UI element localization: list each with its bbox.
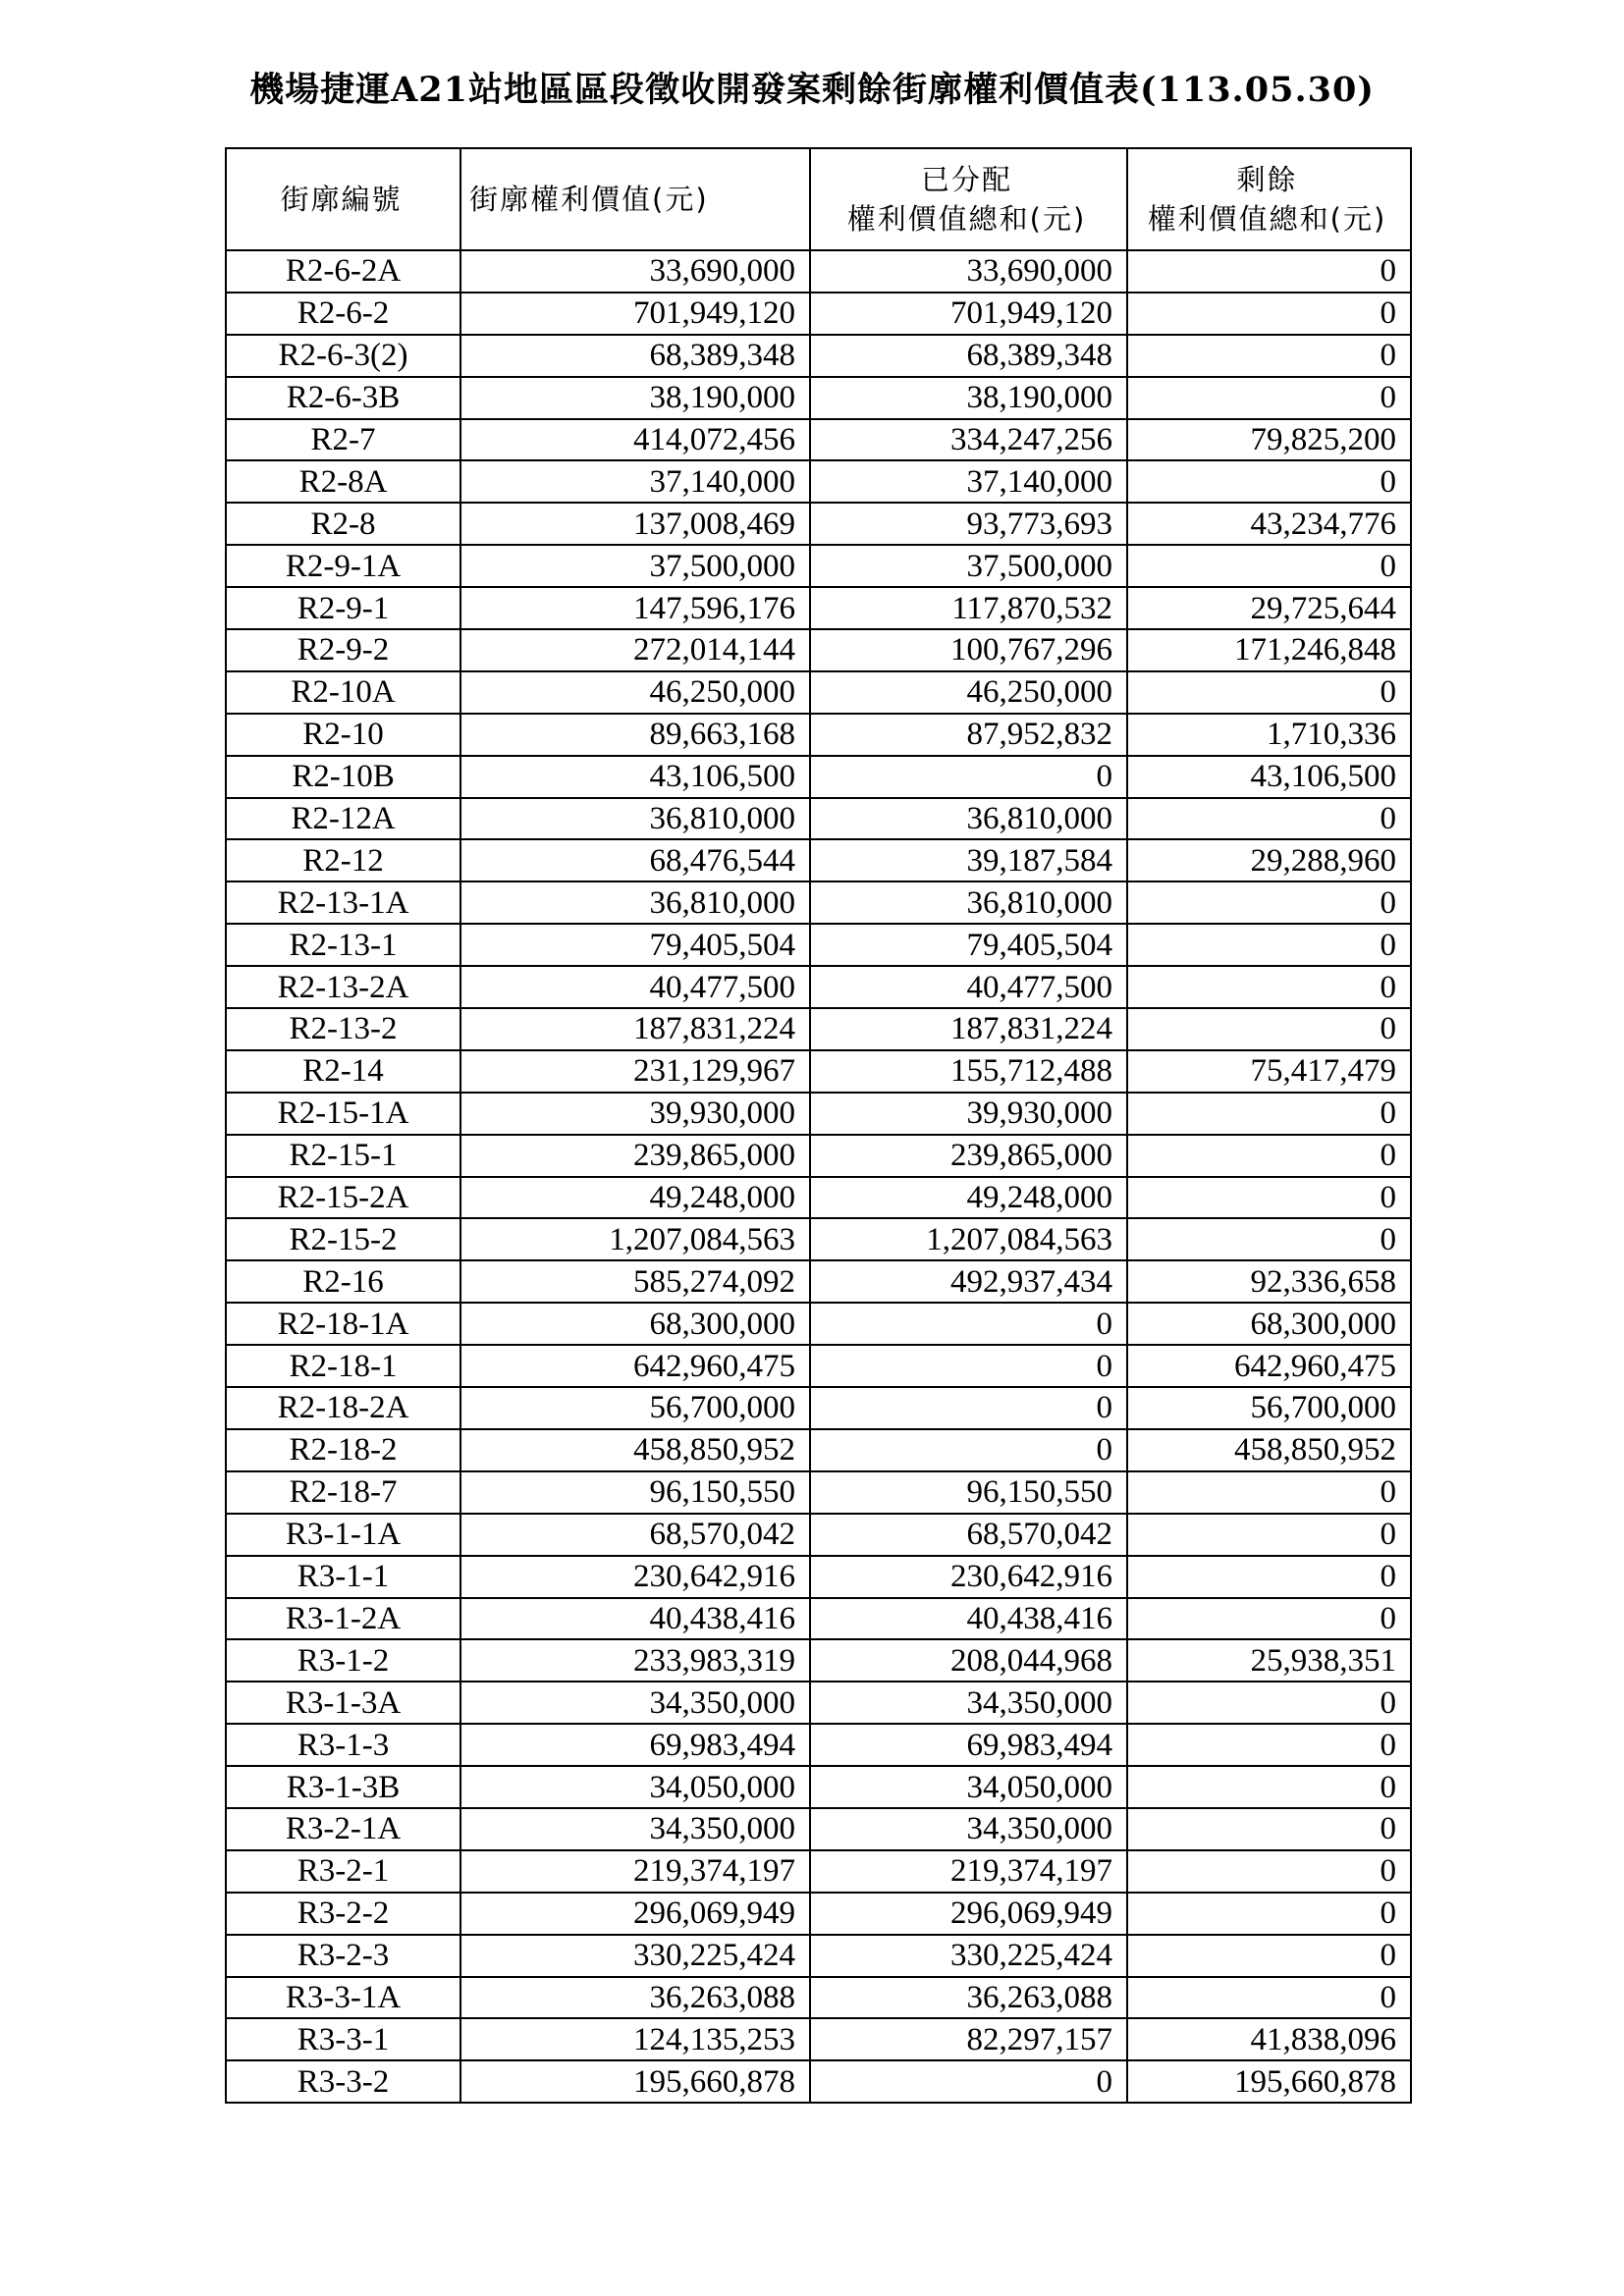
table-row (226, 250, 1411, 293)
table-header-row (226, 148, 1411, 250)
table-row (226, 503, 1411, 545)
table-row (226, 1724, 1411, 1766)
cell-allocated-total: 39,930,000 (810, 1093, 1127, 1135)
cell-allocated-total: 0 (810, 1303, 1127, 1345)
table-row (226, 1135, 1411, 1177)
cell-block-number: R2-13-2A (226, 966, 460, 1008)
cell-block-value: 34,350,000 (460, 1808, 810, 1850)
cell-block-value: 46,250,000 (460, 671, 810, 714)
table-row (226, 798, 1411, 840)
cell-block-value: 137,008,469 (460, 503, 810, 545)
cell-allocated-total: 492,937,434 (810, 1260, 1127, 1303)
cell-remaining-total: 56,700,000 (1127, 1387, 1411, 1429)
cell-block-value: 34,350,000 (460, 1682, 810, 1724)
cell-block-number: R3-1-3 (226, 1724, 460, 1766)
table-row (226, 839, 1411, 881)
table-row (226, 1303, 1411, 1345)
cell-allocated-total: 230,642,916 (810, 1556, 1127, 1598)
cell-allocated-total: 0 (810, 1387, 1127, 1429)
cell-block-number: R2-18-1A (226, 1303, 460, 1345)
cell-allocated-total: 239,865,000 (810, 1135, 1127, 1177)
cell-block-number: R2-8A (226, 460, 460, 503)
table-row (226, 1050, 1411, 1093)
table-row (226, 460, 1411, 503)
cell-block-number: R3-2-1 (226, 1850, 460, 1893)
cell-remaining-total: 79,825,200 (1127, 419, 1411, 461)
cell-block-number: R3-2-1A (226, 1808, 460, 1850)
cell-remaining-total: 41,838,096 (1127, 2018, 1411, 2060)
table-row (226, 1556, 1411, 1598)
cell-block-value: 69,983,494 (460, 1724, 810, 1766)
cell-allocated-total: 0 (810, 1345, 1127, 1387)
table-row (226, 1598, 1411, 1640)
header-remaining-line1: 剩餘 (1236, 163, 1298, 196)
header-remaining-line2: 權利價值總和(元) (1147, 202, 1387, 236)
cell-allocated-total: 38,190,000 (810, 377, 1127, 419)
cell-block-number: R3-2-3 (226, 1935, 460, 1977)
cell-block-number: R2-15-1A (226, 1093, 460, 1135)
cell-remaining-total: 29,288,960 (1127, 839, 1411, 881)
cell-block-value: 296,069,949 (460, 1893, 810, 1935)
cell-block-value: 147,596,176 (460, 587, 810, 629)
cell-allocated-total: 93,773,693 (810, 503, 1127, 545)
cell-block-number: R2-18-1 (226, 1345, 460, 1387)
header-block-value: 街廓權利價值(元) (460, 148, 810, 250)
table-row (226, 756, 1411, 798)
cell-remaining-total: 43,234,776 (1127, 503, 1411, 545)
cell-block-value: 40,438,416 (460, 1598, 810, 1640)
cell-remaining-total: 0 (1127, 1514, 1411, 1556)
cell-block-value: 40,477,500 (460, 966, 810, 1008)
cell-block-value: 36,263,088 (460, 1977, 810, 2019)
cell-allocated-total: 100,767,296 (810, 629, 1127, 671)
table-row (226, 1429, 1411, 1471)
cell-block-number: R2-13-1A (226, 881, 460, 924)
cell-block-number: R2-6-3(2) (226, 335, 460, 377)
cell-remaining-total: 0 (1127, 671, 1411, 714)
table-row (226, 1766, 1411, 1808)
cell-remaining-total: 75,417,479 (1127, 1050, 1411, 1093)
cell-block-number: R2-6-2 (226, 293, 460, 335)
table-row (226, 1260, 1411, 1303)
cell-allocated-total: 34,350,000 (810, 1808, 1127, 1850)
table-row (226, 924, 1411, 966)
cell-block-number: R3-1-1A (226, 1514, 460, 1556)
cell-block-value: 187,831,224 (460, 1008, 810, 1050)
cell-remaining-total: 0 (1127, 1682, 1411, 1724)
cell-block-number: R2-15-2 (226, 1218, 460, 1260)
table-row (226, 1387, 1411, 1429)
cell-remaining-total: 0 (1127, 881, 1411, 924)
table-row (226, 2018, 1411, 2060)
cell-block-value: 68,300,000 (460, 1303, 810, 1345)
header-allocated-line2: 權利價值總和(元) (846, 202, 1087, 236)
table-row (226, 1008, 1411, 1050)
cell-allocated-total: 36,263,088 (810, 1977, 1127, 2019)
cell-allocated-total: 330,225,424 (810, 1935, 1127, 1977)
cell-block-value: 37,500,000 (460, 545, 810, 587)
cell-block-value: 68,476,544 (460, 839, 810, 881)
cell-block-number: R2-15-1 (226, 1135, 460, 1177)
cell-block-value: 56,700,000 (460, 1387, 810, 1429)
cell-remaining-total: 0 (1127, 798, 1411, 840)
cell-remaining-total: 0 (1127, 1218, 1411, 1260)
cell-remaining-total: 0 (1127, 1093, 1411, 1135)
cell-block-value: 272,014,144 (460, 629, 810, 671)
rights-value-table (225, 147, 1412, 2104)
cell-block-number: R2-10A (226, 671, 460, 714)
cell-remaining-total: 0 (1127, 924, 1411, 966)
cell-remaining-total: 1,710,336 (1127, 714, 1411, 756)
cell-remaining-total: 195,660,878 (1127, 2060, 1411, 2103)
cell-remaining-total: 0 (1127, 1977, 1411, 2019)
cell-block-number: R2-18-2 (226, 1429, 460, 1471)
cell-allocated-total: 296,069,949 (810, 1893, 1127, 1935)
cell-block-value: 124,135,253 (460, 2018, 810, 2060)
table-row (226, 419, 1411, 461)
cell-allocated-total: 34,050,000 (810, 1766, 1127, 1808)
table-row (226, 1935, 1411, 1977)
cell-allocated-total: 0 (810, 1429, 1127, 1471)
cell-block-number: R3-1-1 (226, 1556, 460, 1598)
cell-block-number: R2-10B (226, 756, 460, 798)
table-row (226, 293, 1411, 335)
cell-remaining-total: 0 (1127, 377, 1411, 419)
table-row (226, 1808, 1411, 1850)
cell-allocated-total: 0 (810, 756, 1127, 798)
cell-allocated-total: 1,207,084,563 (810, 1218, 1127, 1260)
header-allocated-line1: 已分配 (920, 163, 1012, 196)
cell-remaining-total: 0 (1127, 1850, 1411, 1893)
cell-block-value: 585,274,092 (460, 1260, 810, 1303)
cell-remaining-total: 0 (1127, 460, 1411, 503)
cell-block-value: 195,660,878 (460, 2060, 810, 2103)
cell-block-value: 38,190,000 (460, 377, 810, 419)
table-row (226, 545, 1411, 587)
cell-block-number: R2-9-1 (226, 587, 460, 629)
cell-remaining-total: 43,106,500 (1127, 756, 1411, 798)
cell-block-number: R2-14 (226, 1050, 460, 1093)
cell-block-value: 34,050,000 (460, 1766, 810, 1808)
cell-allocated-total: 37,500,000 (810, 545, 1127, 587)
cell-block-number: R2-13-1 (226, 924, 460, 966)
cell-allocated-total: 87,952,832 (810, 714, 1127, 756)
cell-block-value: 49,248,000 (460, 1177, 810, 1219)
cell-block-number: R3-2-2 (226, 1893, 460, 1935)
cell-remaining-total: 0 (1127, 293, 1411, 335)
cell-block-number: R2-8 (226, 503, 460, 545)
cell-block-value: 43,106,500 (460, 756, 810, 798)
table-row (226, 587, 1411, 629)
cell-block-number: R2-6-2A (226, 250, 460, 293)
cell-allocated-total: 68,389,348 (810, 335, 1127, 377)
cell-block-number: R2-16 (226, 1260, 460, 1303)
cell-allocated-total: 82,297,157 (810, 2018, 1127, 2060)
cell-remaining-total: 0 (1127, 966, 1411, 1008)
cell-allocated-total: 79,405,504 (810, 924, 1127, 966)
cell-block-number: R2-9-1A (226, 545, 460, 587)
cell-block-number: R2-12 (226, 839, 460, 881)
cell-remaining-total: 0 (1127, 1935, 1411, 1977)
cell-remaining-total: 0 (1127, 1724, 1411, 1766)
cell-block-value: 36,810,000 (460, 881, 810, 924)
cell-remaining-total: 171,246,848 (1127, 629, 1411, 671)
cell-remaining-total: 0 (1127, 250, 1411, 293)
table-row (226, 335, 1411, 377)
table-row (226, 2060, 1411, 2103)
cell-block-value: 642,960,475 (460, 1345, 810, 1387)
cell-allocated-total: 334,247,256 (810, 419, 1127, 461)
cell-block-value: 36,810,000 (460, 798, 810, 840)
cell-block-value: 414,072,456 (460, 419, 810, 461)
cell-block-value: 330,225,424 (460, 1935, 810, 1977)
table-row (226, 1850, 1411, 1893)
cell-allocated-total: 117,870,532 (810, 587, 1127, 629)
cell-allocated-total: 187,831,224 (810, 1008, 1127, 1050)
cell-block-number: R2-15-2A (226, 1177, 460, 1219)
cell-block-value: 33,690,000 (460, 250, 810, 293)
cell-allocated-total: 33,690,000 (810, 250, 1127, 293)
cell-allocated-total: 219,374,197 (810, 1850, 1127, 1893)
cell-allocated-total: 40,477,500 (810, 966, 1127, 1008)
cell-block-number: R2-7 (226, 419, 460, 461)
cell-block-value: 68,389,348 (460, 335, 810, 377)
cell-remaining-total: 0 (1127, 1893, 1411, 1935)
cell-block-value: 37,140,000 (460, 460, 810, 503)
cell-remaining-total: 29,725,644 (1127, 587, 1411, 629)
cell-block-number: R2-10 (226, 714, 460, 756)
table-row (226, 377, 1411, 419)
cell-block-value: 458,850,952 (460, 1429, 810, 1471)
cell-remaining-total: 0 (1127, 1008, 1411, 1050)
cell-block-number: R2-18-2A (226, 1387, 460, 1429)
cell-allocated-total: 69,983,494 (810, 1724, 1127, 1766)
cell-remaining-total: 68,300,000 (1127, 1303, 1411, 1345)
cell-block-number: R3-3-1 (226, 2018, 460, 2060)
table-row (226, 671, 1411, 714)
table-row (226, 1471, 1411, 1514)
table-row (226, 1639, 1411, 1682)
cell-remaining-total: 0 (1127, 335, 1411, 377)
table-row (226, 1893, 1411, 1935)
cell-allocated-total: 96,150,550 (810, 1471, 1127, 1514)
cell-remaining-total: 0 (1127, 545, 1411, 587)
cell-remaining-total: 0 (1127, 1808, 1411, 1850)
cell-block-value: 231,129,967 (460, 1050, 810, 1093)
cell-block-value: 79,405,504 (460, 924, 810, 966)
cell-allocated-total: 46,250,000 (810, 671, 1127, 714)
table-row (226, 1093, 1411, 1135)
cell-block-number: R3-1-3A (226, 1682, 460, 1724)
cell-block-value: 39,930,000 (460, 1093, 810, 1135)
table-row (226, 1977, 1411, 2019)
cell-block-number: R2-13-2 (226, 1008, 460, 1050)
cell-remaining-total: 0 (1127, 1135, 1411, 1177)
cell-remaining-total: 0 (1127, 1556, 1411, 1598)
table-row (226, 1177, 1411, 1219)
table-body (226, 250, 1411, 2103)
cell-allocated-total: 68,570,042 (810, 1514, 1127, 1556)
cell-block-value: 219,374,197 (460, 1850, 810, 1893)
header-allocated-total (810, 148, 1127, 250)
cell-block-value: 89,663,168 (460, 714, 810, 756)
cell-allocated-total: 39,187,584 (810, 839, 1127, 881)
cell-remaining-total: 0 (1127, 1471, 1411, 1514)
cell-block-value: 701,949,120 (460, 293, 810, 335)
cell-remaining-total: 642,960,475 (1127, 1345, 1411, 1387)
cell-allocated-total: 36,810,000 (810, 798, 1127, 840)
cell-block-value: 96,150,550 (460, 1471, 810, 1514)
cell-block-number: R3-1-2 (226, 1639, 460, 1682)
cell-remaining-total: 0 (1127, 1766, 1411, 1808)
cell-remaining-total: 0 (1127, 1598, 1411, 1640)
cell-block-number: R2-6-3B (226, 377, 460, 419)
table-row (226, 1345, 1411, 1387)
cell-block-value: 230,642,916 (460, 1556, 810, 1598)
cell-allocated-total: 49,248,000 (810, 1177, 1127, 1219)
cell-block-value: 68,570,042 (460, 1514, 810, 1556)
cell-allocated-total: 0 (810, 2060, 1127, 2103)
cell-allocated-total: 155,712,488 (810, 1050, 1127, 1093)
cell-allocated-total: 701,949,120 (810, 293, 1127, 335)
cell-block-value: 1,207,084,563 (460, 1218, 810, 1260)
header-remaining-total (1127, 148, 1411, 250)
header-block-number: 街廓編號 (226, 148, 460, 250)
cell-block-number: R3-3-2 (226, 2060, 460, 2103)
cell-block-number: R2-9-2 (226, 629, 460, 671)
table-row (226, 881, 1411, 924)
cell-remaining-total: 0 (1127, 1177, 1411, 1219)
cell-remaining-total: 458,850,952 (1127, 1429, 1411, 1471)
cell-block-number: R3-1-2A (226, 1598, 460, 1640)
table-row (226, 714, 1411, 756)
cell-allocated-total: 34,350,000 (810, 1682, 1127, 1724)
cell-block-number: R2-12A (226, 798, 460, 840)
table-row (226, 966, 1411, 1008)
cell-allocated-total: 37,140,000 (810, 460, 1127, 503)
cell-allocated-total: 40,438,416 (810, 1598, 1127, 1640)
cell-allocated-total: 36,810,000 (810, 881, 1127, 924)
cell-block-value: 233,983,319 (460, 1639, 810, 1682)
cell-allocated-total: 208,044,968 (810, 1639, 1127, 1682)
cell-remaining-total: 92,336,658 (1127, 1260, 1411, 1303)
table-row (226, 629, 1411, 671)
page-title: 機場捷運A21站地區區段徵收開發案剩餘街廓權利價值表(113.05.30) (249, 70, 1375, 110)
table-row (226, 1514, 1411, 1556)
cell-block-number: R3-1-3B (226, 1766, 460, 1808)
cell-block-number: R3-3-1A (226, 1977, 460, 2019)
table-row (226, 1218, 1411, 1260)
cell-block-number: R2-18-7 (226, 1471, 460, 1514)
cell-block-value: 239,865,000 (460, 1135, 810, 1177)
table-row (226, 1682, 1411, 1724)
cell-remaining-total: 25,938,351 (1127, 1639, 1411, 1682)
